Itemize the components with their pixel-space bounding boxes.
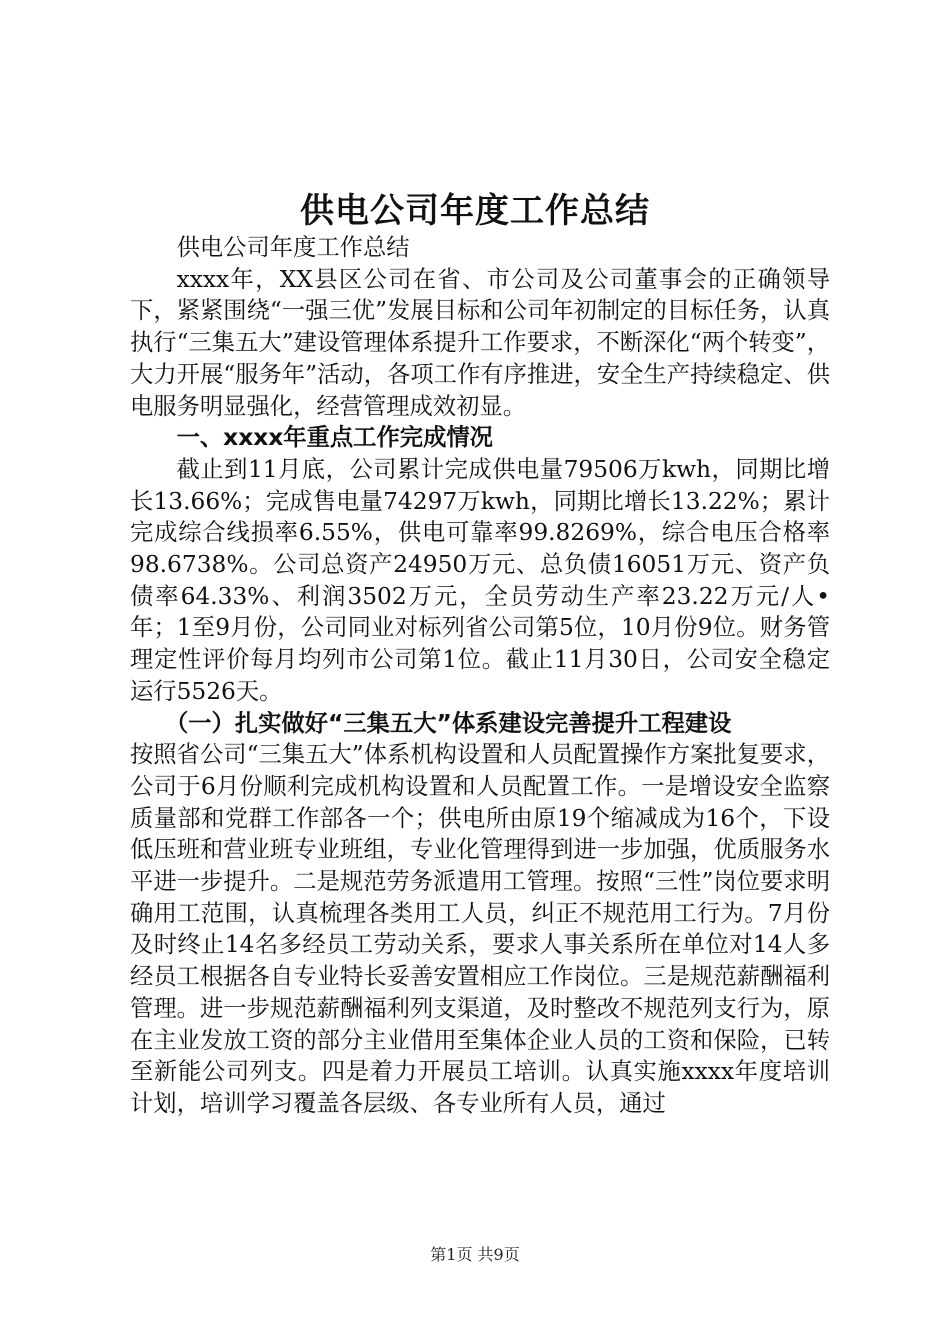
- document-title: 供电公司年度工作总结: [300, 191, 650, 231]
- subsection-paragraph: 按照省公司“三集五大”体系机构设置和人员配置操作方案批复要求，公司于6月份顺利完成机构设置和人员配置工作。一是增设安全监察质量部和党群工作部各一个；供电所由原19个缩减成为16个，下设低压班和营业班专业班组，专业化管理得到进一步加强，优质服务水平进一步提升。二是规范劳务派遣用工管理。按照“三性”岗位要求明确用工范围，认真梳理各类用工人员，纠正不规范用工行为。7月份及时终止14名多经员工劳动关系，要求人事关系所在单位对14人多经员工根据各自专业特长妥善安置相应工作岗位。三是规范薪酬福利管理。进一步规范薪酬福利列支渠道，及时整改不规范列支行为，原在主业发放工资的部分主业借用至集体企业人员的工资和保险，已转至新能公司列支。四是着力开展员工培训。认真实施xxxx年度培训计划，培训学习覆盖各层级、各专业所有人员，通过: [130, 741, 830, 1117]
- document-body: [130, 232, 830, 1120]
- intro-subtitle: 供电公司年度工作总结: [176, 234, 410, 261]
- section-heading: 一、xxxx年重点工作完成情况: [176, 424, 493, 452]
- page-footer: 第1页 共9页: [430, 1245, 520, 1264]
- intro-paragraph: xxxx年，XX县区公司在省、市公司及公司董事会的正确领导下，紧紧围绕“一强三优”发展目标和公司年初制定的目标任务，认真执行“三集五大”建设管理体系提升工作要求，不断深化“两个转变”，大力开展“服务年”活动，各项工作有序推进，安全生产持续稳定、供电服务明显强化，经营管理成效初显。: [130, 265, 830, 420]
- section-paragraph: 截止到11月底，公司累计完成供电量79506万kwh，同期比增长13.66%；完成售电量74297万kwh，同期比增长13.22%；累计完成综合线损率6.55%，供电可靠率99.8269%，综合电压合格率98.6738%。公司总资产24950万元、总负债16051万元、资产负债率64.33%、利润3502万元，全员劳动生产率23.22万元/人•年；1至9月份，公司同业对标列省公司第5位，10月份9位。财务管理定性评价每月均列市公司第1位。截止11月30日，公司安全稳定运行5526天。: [130, 455, 830, 705]
- subsection-heading: （一）扎实做好“三集五大”体系建设完善提升工程建设: [164, 709, 732, 737]
